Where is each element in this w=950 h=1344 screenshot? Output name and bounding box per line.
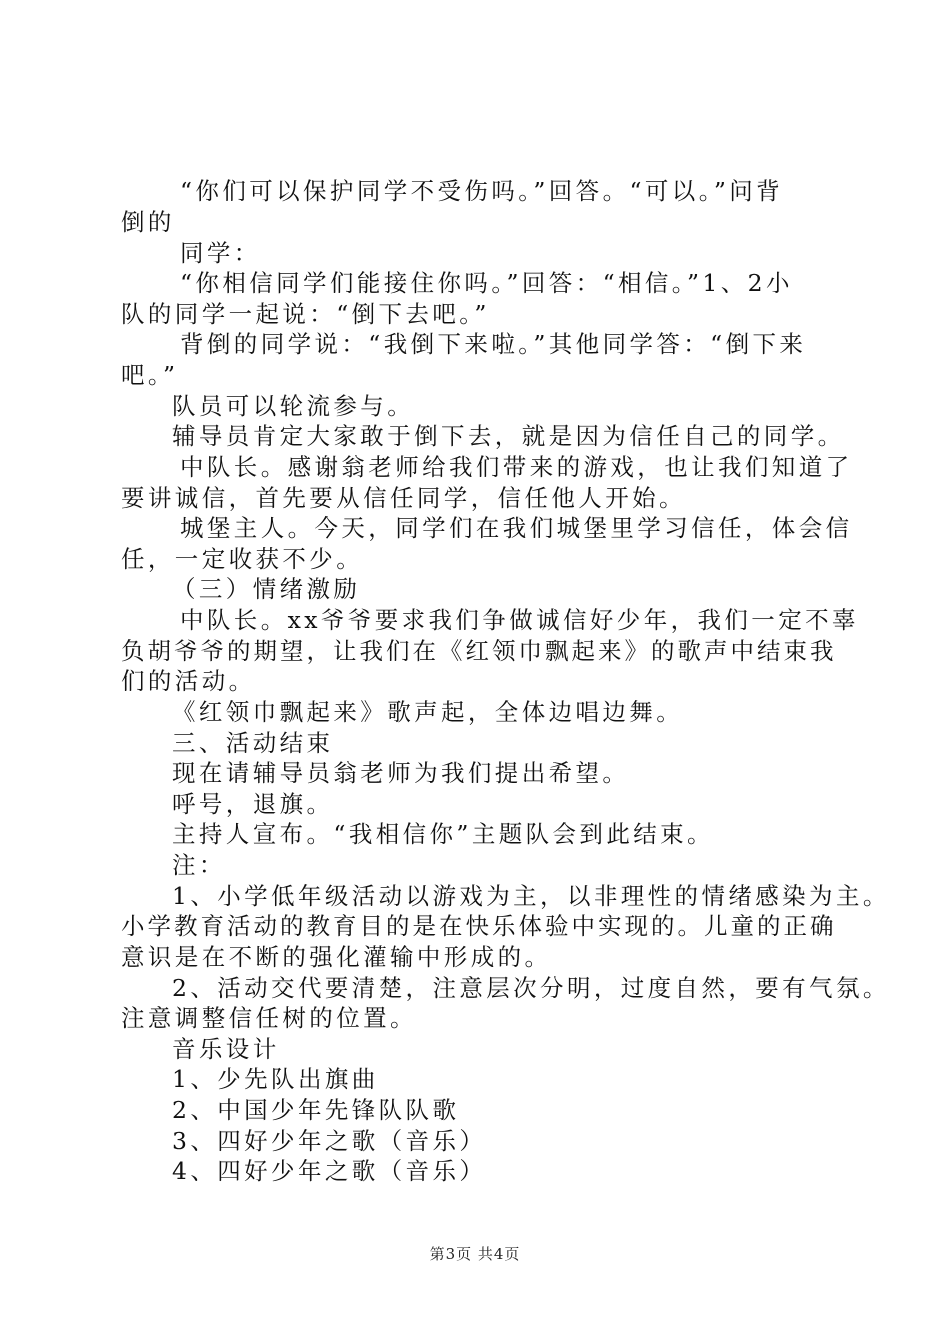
- text-line: 1、小学低年级活动以游戏为主，以非理性的情绪感染为主。: [172, 882, 890, 910]
- text-line: 注：: [172, 851, 226, 879]
- text-line: 辅导员肯定大家敢于倒下去，就是因为信任自己的同学。: [172, 422, 845, 450]
- text-line: 主持人宣布。“我相信你”主题队会到此结束。: [172, 820, 714, 848]
- text-line: 倒的: [121, 208, 175, 236]
- text-line: 同学：: [180, 239, 261, 267]
- text-line: “你相信同学们能接住你吗。”回答：“相信。”1、2小: [180, 269, 793, 297]
- text-line: 2、活动交代要清楚，注意层次分明，过度自然，要有气氛。: [172, 974, 890, 1002]
- text-line: 队员可以轮流参与。: [172, 392, 415, 420]
- text-line: 背倒的同学说：“我倒下来啦。”其他同学答：“倒下来: [180, 330, 807, 358]
- text-line: 《红领巾飘起来》歌声起，全体边唱边舞。: [172, 698, 684, 726]
- text-line: 4、四好少年之歌（音乐）: [172, 1157, 487, 1185]
- page-number-label: 第3页 共4页: [429, 1245, 521, 1263]
- text-line: 们的活动。: [121, 667, 256, 695]
- text-line: 1、少先队出旗曲: [172, 1065, 379, 1093]
- text-line: 要讲诚信，首先要从信任同学，信任他人开始。: [121, 484, 686, 512]
- text-line: 中队长。xx爷爷要求我们争做诚信好少年，我们一定不辜: [180, 606, 859, 634]
- text-line: 小学教育活动的教育目的是在快乐体验中实现的。儿童的正确: [121, 912, 837, 940]
- text-line: 城堡主人。今天，同学们在我们城堡里学习信任，体会信: [180, 514, 853, 542]
- text-line: 中队长。感谢翁老师给我们带来的游戏，也让我们知道了: [180, 453, 853, 481]
- page-footer: [0, 1244, 950, 1264]
- text-line: 3、四好少年之歌（音乐）: [172, 1127, 487, 1155]
- text-line: 现在请辅导员翁老师为我们提出希望。: [172, 759, 630, 787]
- text-line: 队的同学一起说：“倒下去吧。”: [121, 300, 490, 328]
- text-line: 负胡爷爷的期望，让我们在《红领巾飘起来》的歌声中结束我: [121, 637, 837, 665]
- text-line: 任，一定收获不少。: [121, 545, 364, 573]
- text-line: “你们可以保护同学不受伤吗。”回答。“可以。”问背: [180, 177, 784, 205]
- text-line: 音乐设计: [172, 1035, 280, 1063]
- text-line: 注意调整信任树的位置。: [121, 1004, 417, 1032]
- text-line: 三、活动结束: [172, 729, 334, 757]
- text-line: 意识是在不断的强化灌输中形成的。: [121, 943, 552, 971]
- text-line: 呼号，退旗。: [172, 790, 334, 818]
- text-line: （三）情绪激励: [172, 575, 361, 603]
- text-line: 吧。”: [121, 361, 179, 389]
- text-line: 2、中国少年先锋队队歌: [172, 1096, 460, 1124]
